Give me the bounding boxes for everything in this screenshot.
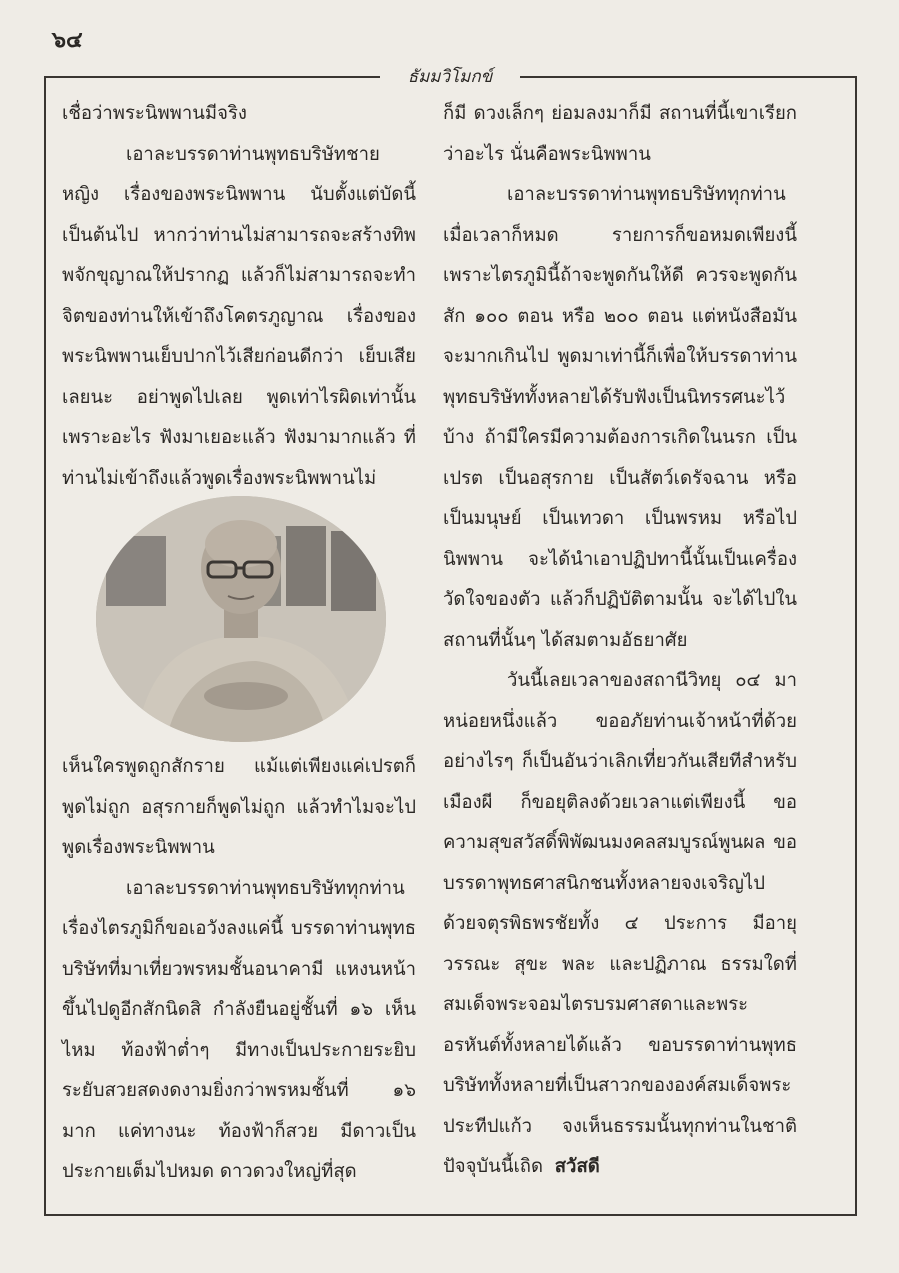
paragraph: เอาละบรรดาท่านพุทธบริษัทชายหญิง เรื่องของพระนิพพาน นับตั้งแต่บัดนี้เป็นต้นไป หากว่าท่านไม่สามารถจะสร้างทิพพจักขุญาณให้ปรากฏ แล้วก็ไม่สามารถจะทำจิตของท่านให้เข้าถึงโคตรภูญาณ เรื่องของพระนิพพานเย็บปากไว้เสียก่อนดีกว่า เย็บเสียเลยนะ อย่าพูดไปเลย พูดเท่าไรผิดเท่านั้น เพราะอะไร ฟังมาเยอะแล้ว ฟังมามากแล้ว ที่ท่านไม่เข้าถึงแล้วพูดเรื่องพระนิพพานไม่ (62, 143, 416, 489)
paragraph: เอาละบรรดาท่านพุทธบริษัททุกท่าน เรื่องไตรภูมิก็ขอเอวังลงแค่นี้ บรรดาท่านพุทธบริษัทที่มาเที่ยวพรหมชั้นอนาคามี แหงนหน้าขึ้นไปดูอีกสักนิดสิ กำลังยืนอยู่ชั้นที่ ๑๖ เห็นไหม ท้องฟ้าต่ำๆ มีทางเป็นประกายระยิบระยับสวยสดงดงามยิ่งกว่าพรหมชั้นที่ ๑๖ มาก แค่ทางนะ ท้องฟ้าก็สวย มีดาวเป็นประกายเต็มไปหมด ดาวดวงใหญ่ที่สุด (62, 877, 416, 1182)
paragraph: เห็นใครพูดถูกสักราย แม้แต่เพียงแค่เปรตก็พูดไม่ถูก อสุรกายก็พูดไม่ถูก แล้วทำไมจะไปพูดเรื่องพระนิพพาน (62, 756, 416, 858)
paragraph: ก็มี ดวงเล็กๆ ย่อมลงมาก็มี สถานที่นี้เขาเรียกว่าอะไร นั่นคือพระนิพพาน (443, 103, 797, 165)
frame-top-rule-left (44, 76, 380, 78)
left-column-top (62, 94, 416, 499)
monk-portrait-icon (96, 496, 386, 742)
left-column-bottom (62, 747, 416, 1193)
paragraph (443, 661, 797, 1188)
page-number: ๖๔ (52, 28, 83, 53)
running-title: ธัมมวิโมกข์ (407, 67, 493, 87)
paragraph: เชื่อว่าพระนิพพานมีจริง (62, 103, 247, 124)
closing-word: สวัสดี (554, 1156, 600, 1177)
frame-top-rule-right (520, 76, 855, 78)
monk-portrait-photo (96, 496, 386, 742)
right-column (443, 94, 797, 1188)
paragraph-text: วันนี้เลยเวลาของสถานีวิทยุ ๐๔ มาหน่อยหนึ่งแล้ว ขออภัยท่านเจ้าหน้าที่ด้วยอย่างไรๆ ก็เป็นอันว่าเลิกเที่ยวกันเสียทีสำหรับเมืองผี ก็ขอยุติลงด้วยเวลาแต่เพียงนี้ ขอความสุขสวัสดิ์พิพัฒนมงคลสมบูรณ์พูนผล ขอบรรดาพุทธศาสนิกชนทั้งหลายจงเจริญไปด้วยจตุรพิธพรชัยทั้ง ๔ ประการ มีอายุ วรรณะ สุขะ พละ และปฏิภาณ ธรรมใดที่สมเด็จพระจอมไตรบรมศาสดาและพระอรหันต์ทั้งหลายได้แล้ว ขอบรรดาท่านพุทธบริษัททั้งหลายที่เป็นสาวกขององค์สมเด็จพระประทีปแก้ว จงเห็นธรรมนั้นทุกท่านในชาติปัจจุบันนี้เถิด (443, 670, 797, 1177)
paragraph: เอาละบรรดาท่านพุทธบริษัททุกท่าน เมื่อเวลาก็หมด รายการก็ขอหมดเพียงนี้ เพราะไตรภูมินี้ถ้าจะพูดกันให้ดี ควรจะพูดกันสัก ๑๐๐ ตอน หรือ ๒๐๐ ตอน แต่หนังสือมันจะมากเกินไป พูดมาเท่านี้ก็เพื่อให้บรรดาท่านพุทธบริษัททั้งหลายได้รับฟังเป็นนิทรรศนะไว้บ้าง ถ้ามีใครมีความต้องการเกิดในนรก เป็นเปรต เป็นอสุรกาย เป็นสัตว์เดรัจฉาน หรือเป็นมนุษย์ เป็นเทวดา เป็นพรหม หรือไปนิพพาน จะได้นำเอาปฏิปทานี้นั้นเป็นเครื่องวัดใจของตัว แล้วก็ปฏิบัติตามนั้น จะได้ไปในสถานที่นั้นๆ ได้สมตามอัธยาศัย (443, 184, 797, 651)
